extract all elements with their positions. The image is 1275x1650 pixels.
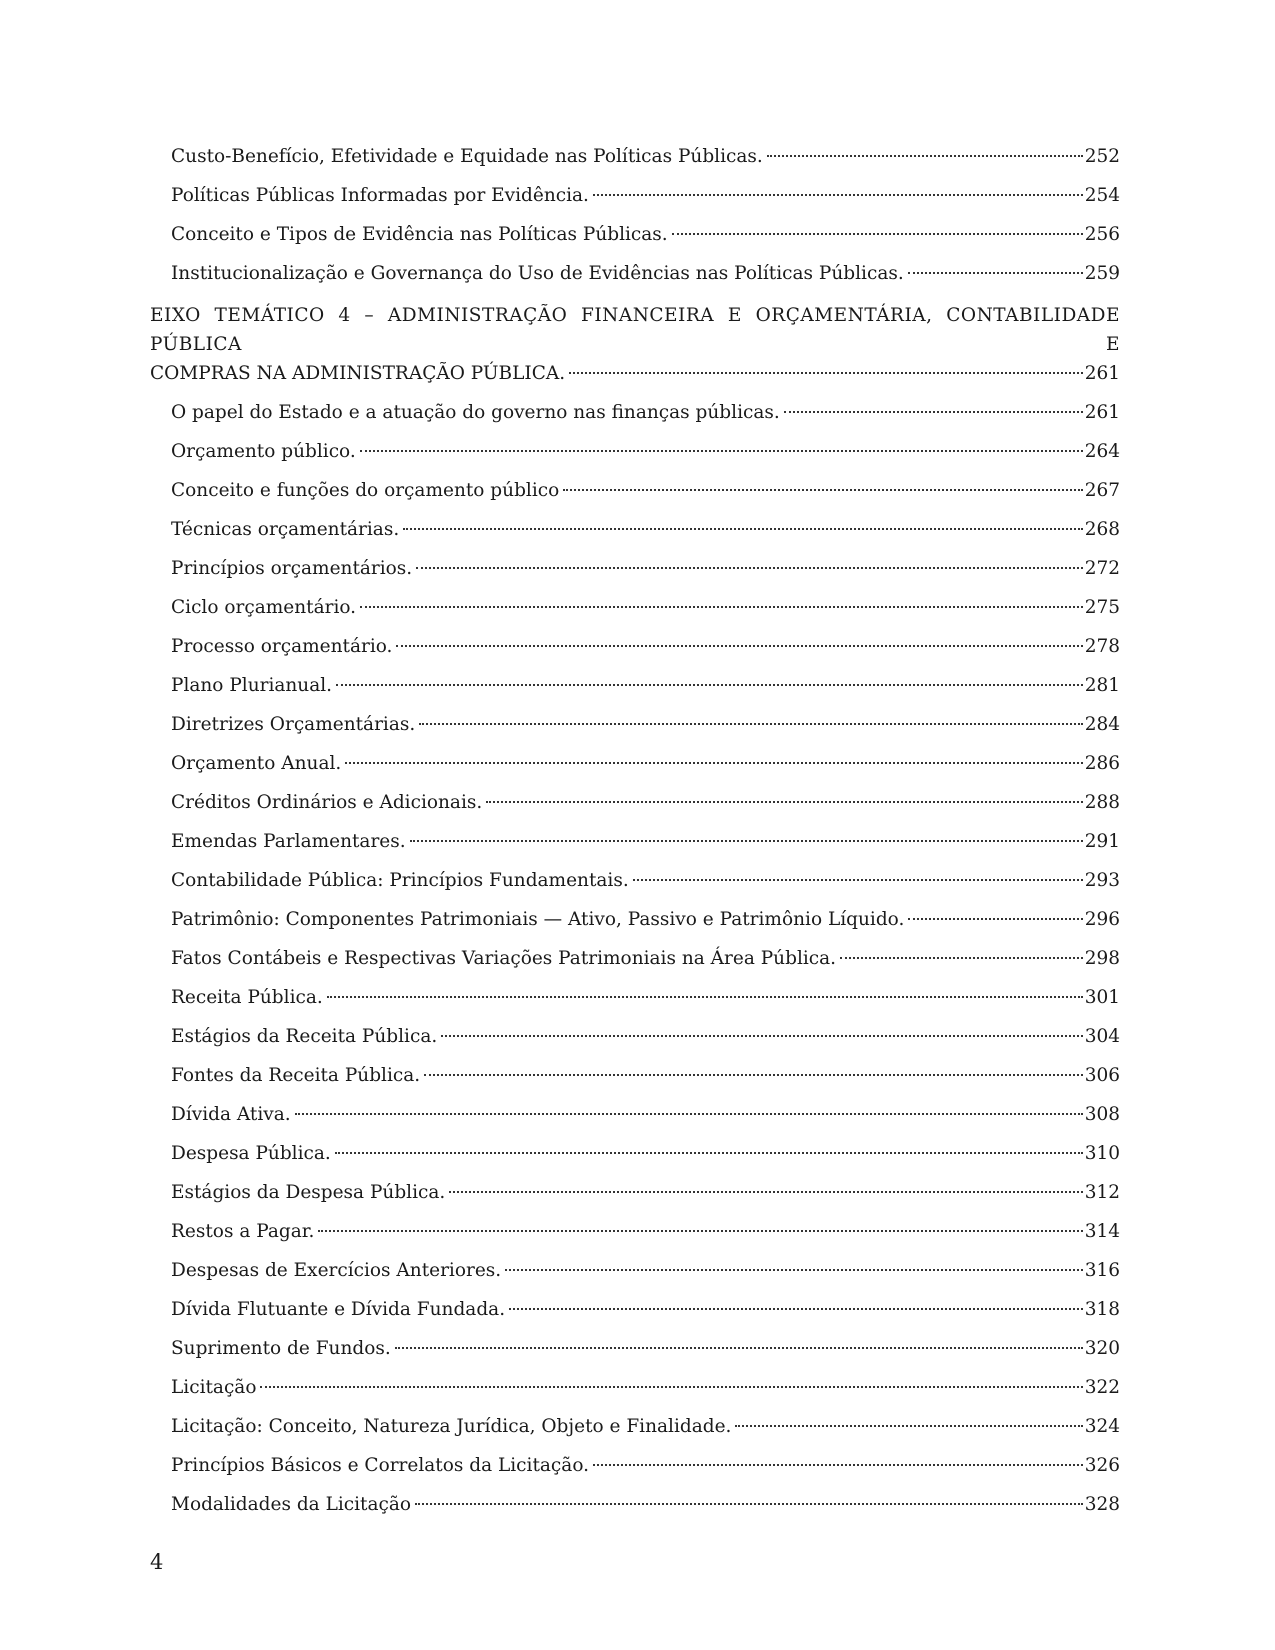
toc-entry-title: Fatos Contábeis e Respectivas Variações Patrimoniais na Área Pública.	[171, 948, 837, 969]
toc-entry[interactable]	[150, 635, 1120, 659]
toc-entry[interactable]	[150, 986, 1120, 1010]
dot-leader	[735, 1425, 1082, 1427]
toc-entry[interactable]	[150, 1025, 1120, 1049]
toc-entry-page-number: 324	[1084, 1416, 1120, 1437]
toc-entry-page-number: 256	[1084, 224, 1120, 245]
toc-entry-title: Princípios orçamentários.	[171, 558, 413, 579]
toc-entry[interactable]	[150, 1220, 1120, 1244]
dot-leader	[335, 1152, 1083, 1154]
toc-entry[interactable]	[150, 145, 1120, 169]
toc-entry[interactable]	[150, 1181, 1120, 1205]
section-title-line1: EIXO TEMÁTICO 4 – ADMINISTRAÇÃO FINANCEIRA E ORÇAMENTÁRIA, CONTABILIDADE PÚBLICA E	[150, 305, 1120, 355]
toc-entry[interactable]	[150, 752, 1120, 776]
table-of-contents	[150, 145, 1120, 1532]
toc-section-heading[interactable]	[150, 301, 1120, 388]
section-title-line2-row	[150, 359, 1120, 388]
toc-entry-title: Custo-Benefício, Efetividade e Equidade nas Políticas Públicas.	[171, 146, 763, 167]
dot-leader	[505, 1269, 1083, 1271]
toc-entry[interactable]	[150, 1376, 1120, 1400]
toc-entry[interactable]	[150, 1337, 1120, 1361]
toc-entry-page-number: 278	[1084, 636, 1120, 657]
toc-entry-page-number: 296	[1084, 909, 1120, 930]
toc-entries-before	[150, 145, 1120, 286]
dot-leader	[672, 233, 1083, 235]
toc-entry-title: Conceito e funções do orçamento público	[171, 480, 560, 501]
dot-leader	[360, 606, 1083, 608]
toc-entry-page-number: 286	[1084, 753, 1120, 774]
dot-leader	[593, 194, 1083, 196]
toc-entry-title: Dívida Ativa.	[171, 1104, 291, 1125]
toc-entry[interactable]	[150, 908, 1120, 932]
toc-entry-page-number: 308	[1084, 1104, 1120, 1125]
toc-entry[interactable]	[150, 184, 1120, 208]
dot-leader	[424, 1074, 1083, 1076]
toc-entry-page-number: 252	[1084, 146, 1120, 167]
toc-entry-title: Despesas de Exercícios Anteriores.	[171, 1260, 502, 1281]
dot-leader	[260, 1386, 1082, 1388]
toc-entry-page-number: 291	[1084, 831, 1120, 852]
section-page-number: 261	[1084, 363, 1120, 384]
dot-leader	[908, 918, 1082, 920]
toc-entry-page-number: 320	[1084, 1338, 1120, 1359]
toc-entry[interactable]	[150, 1259, 1120, 1283]
toc-entry-page-number: 322	[1084, 1377, 1120, 1398]
dot-leader	[441, 1035, 1082, 1037]
toc-entry-page-number: 254	[1084, 185, 1120, 206]
toc-entry-title: Créditos Ordinários e Adicionais.	[171, 792, 483, 813]
toc-entry[interactable]	[150, 791, 1120, 815]
dot-leader	[563, 489, 1082, 491]
toc-entry-page-number: 310	[1084, 1143, 1120, 1164]
dot-leader	[449, 1191, 1082, 1193]
toc-entry-page-number: 306	[1084, 1065, 1120, 1086]
toc-entry-title: Estágios da Despesa Pública.	[171, 1182, 446, 1203]
toc-entry[interactable]	[150, 518, 1120, 542]
dot-leader	[840, 957, 1083, 959]
page-number: 4	[150, 1550, 164, 1574]
toc-entry-page-number: 312	[1084, 1182, 1120, 1203]
toc-entry-title: Processo orçamentário.	[171, 636, 393, 657]
toc-entry[interactable]	[150, 1103, 1120, 1127]
toc-entry[interactable]	[150, 1454, 1120, 1478]
dot-leader	[509, 1308, 1083, 1310]
toc-entry[interactable]	[150, 1142, 1120, 1166]
toc-entry-page-number: 267	[1084, 480, 1120, 501]
dot-leader	[593, 1464, 1083, 1466]
toc-entry-page-number: 318	[1084, 1299, 1120, 1320]
toc-entry-title: Contabilidade Pública: Princípios Fundamentais.	[171, 870, 629, 891]
toc-entry-title: Suprimento de Fundos.	[171, 1338, 391, 1359]
toc-entry-page-number: 328	[1084, 1494, 1120, 1515]
toc-entry-page-number: 259	[1084, 263, 1120, 284]
dot-leader	[784, 411, 1083, 413]
dot-leader	[327, 996, 1083, 998]
toc-entry-page-number: 316	[1084, 1260, 1120, 1281]
toc-entry-title: Orçamento Anual.	[171, 753, 342, 774]
toc-entry[interactable]	[150, 830, 1120, 854]
toc-entry-title: Emendas Parlamentares.	[171, 831, 406, 852]
toc-entry-title: Despesa Pública.	[171, 1143, 331, 1164]
toc-entry-title: Institucionalização e Governança do Uso de Evidências nas Políticas Públicas.	[171, 263, 904, 284]
dot-leader	[569, 372, 1083, 374]
toc-entry-title: O papel do Estado e a atuação do governo nas finanças públicas.	[171, 402, 780, 423]
dot-leader	[419, 723, 1082, 725]
toc-entry-title: Modalidades da Licitação	[171, 1494, 412, 1515]
toc-entry-page-number: 293	[1084, 870, 1120, 891]
toc-entry[interactable]	[150, 1064, 1120, 1088]
toc-entry-title: Políticas Públicas Informadas por Evidência.	[171, 185, 589, 206]
toc-entry-page-number: 326	[1084, 1455, 1120, 1476]
dot-leader	[415, 1503, 1083, 1505]
toc-entry[interactable]	[150, 1298, 1120, 1322]
toc-entry-title: Receita Pública.	[171, 987, 323, 1008]
toc-entry[interactable]	[150, 401, 1120, 425]
toc-entry[interactable]	[150, 596, 1120, 620]
toc-entry-title: Estágios da Receita Pública.	[171, 1026, 438, 1047]
toc-entry-title: Diretrizes Orçamentárias.	[171, 714, 416, 735]
toc-entry-title: Princípios Básicos e Correlatos da Licitação.	[171, 1455, 590, 1476]
toc-entry-page-number: 314	[1084, 1221, 1120, 1242]
dot-leader	[295, 1113, 1083, 1115]
toc-entry[interactable]	[150, 1415, 1120, 1439]
toc-entry[interactable]	[150, 557, 1120, 581]
toc-entry-page-number: 288	[1084, 792, 1120, 813]
toc-entries-after	[150, 401, 1120, 1517]
toc-entry-title: Ciclo orçamentário.	[171, 597, 357, 618]
toc-entry-page-number: 298	[1084, 948, 1120, 969]
toc-entry-title: Plano Plurianual.	[171, 675, 333, 696]
dot-leader	[633, 879, 1083, 881]
dot-leader	[908, 272, 1083, 274]
dot-leader	[360, 450, 1083, 452]
toc-entry-title: Patrimônio: Componentes Patrimoniais — Ativo, Passivo e Patrimônio Líquido.	[171, 909, 905, 930]
toc-entry[interactable]	[150, 869, 1120, 893]
dot-leader	[403, 528, 1082, 530]
dot-leader	[486, 801, 1082, 803]
toc-entry-title: Licitação	[171, 1377, 257, 1398]
toc-entry-page-number: 304	[1084, 1026, 1120, 1047]
toc-entry-page-number: 264	[1084, 441, 1120, 462]
toc-entry-title: Licitação: Conceito, Natureza Jurídica, Objeto e Finalidade.	[171, 1416, 732, 1437]
toc-entry[interactable]	[150, 947, 1120, 971]
toc-entry[interactable]	[150, 674, 1120, 698]
dot-leader	[396, 645, 1082, 647]
toc-entry-page-number: 268	[1084, 519, 1120, 540]
toc-entry[interactable]	[150, 440, 1120, 464]
toc-entry-title: Restos a Pagar.	[171, 1221, 315, 1242]
toc-entry-page-number: 284	[1084, 714, 1120, 735]
toc-entry-title: Dívida Flutuante e Dívida Fundada.	[171, 1299, 506, 1320]
dot-leader	[416, 567, 1083, 569]
toc-entry[interactable]	[150, 262, 1120, 286]
toc-entry-page-number: 272	[1084, 558, 1120, 579]
toc-entry[interactable]	[150, 223, 1120, 247]
toc-entry-title: Conceito e Tipos de Evidência nas Políticas Públicas.	[171, 224, 668, 245]
toc-entry-page-number: 261	[1084, 402, 1120, 423]
dot-leader	[395, 1347, 1083, 1349]
dot-leader	[318, 1230, 1082, 1232]
dot-leader	[767, 155, 1083, 157]
toc-entry[interactable]	[150, 1493, 1120, 1517]
toc-entry-page-number: 275	[1084, 597, 1120, 618]
dot-leader	[410, 840, 1083, 842]
dot-leader	[345, 762, 1082, 764]
toc-entry-title: Técnicas orçamentárias.	[171, 519, 400, 540]
toc-entry-page-number: 281	[1084, 675, 1120, 696]
section-title-line2: COMPRAS NA ADMINISTRAÇÃO PÚBLICA.	[150, 363, 566, 384]
dot-leader	[336, 684, 1083, 686]
toc-entry[interactable]	[150, 479, 1120, 503]
toc-entry-title: Orçamento público.	[171, 441, 356, 462]
toc-entry[interactable]	[150, 713, 1120, 737]
toc-entry-title: Fontes da Receita Pública.	[171, 1065, 421, 1086]
toc-entry-page-number: 301	[1084, 987, 1120, 1008]
